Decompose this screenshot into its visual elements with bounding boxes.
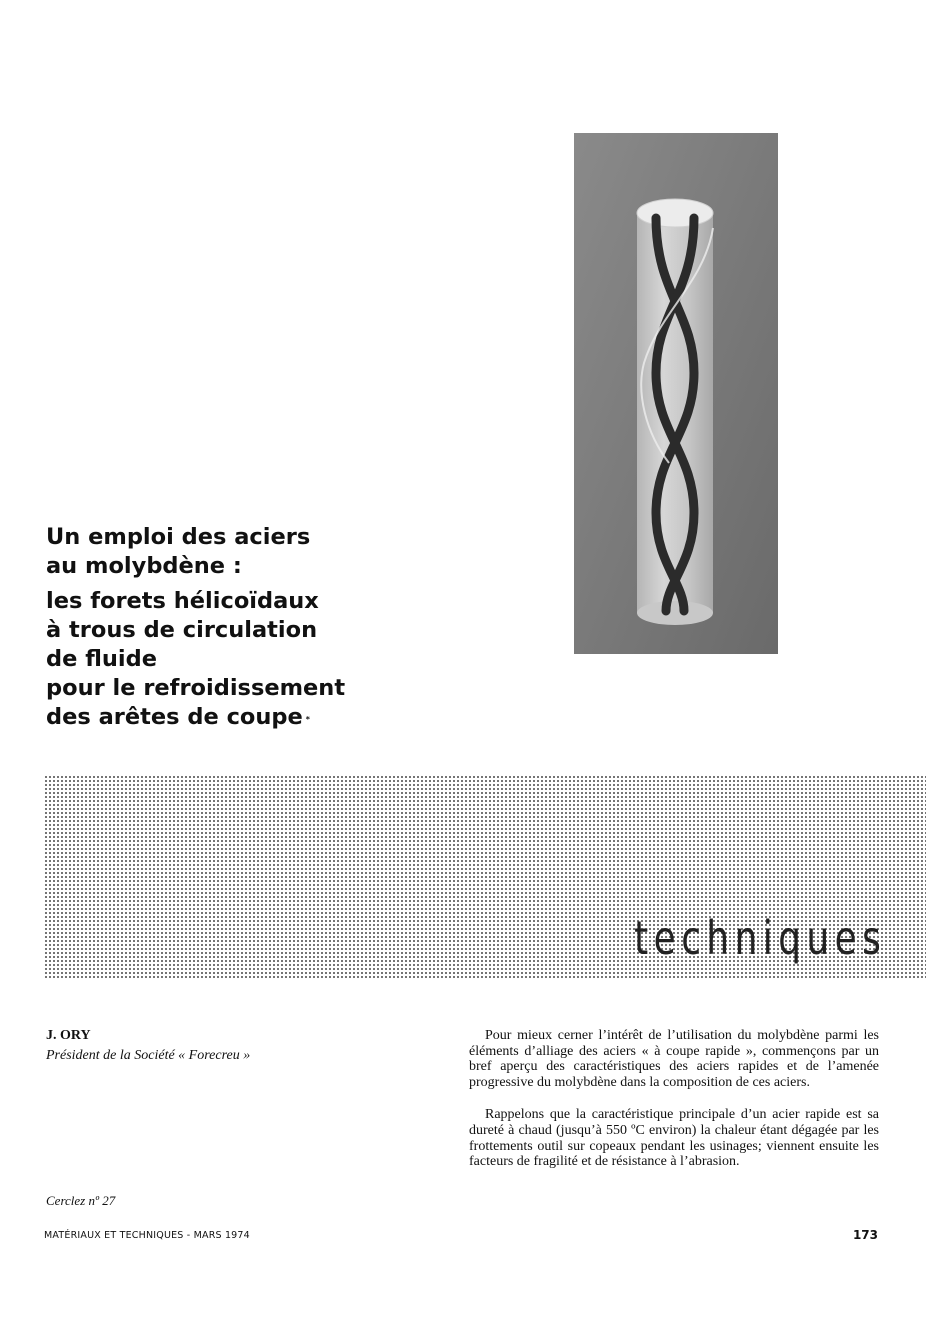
author-role: Président de la Société « Forecreu » — [46, 1048, 251, 1063]
footnote-marker: * — [305, 715, 310, 724]
subtitle-line-3: de fluide — [46, 646, 157, 672]
page-number: 173 — [852, 1228, 878, 1242]
drill-illustration — [574, 133, 778, 654]
title-line-1: Un emploi des aciers — [46, 524, 311, 550]
subtitle-line-4: pour le refroidissement — [46, 675, 346, 701]
section-label: techniques — [633, 911, 886, 965]
journal-footer: MATÉRIAUX ET TECHNIQUES - MARS 1974 — [44, 1230, 250, 1241]
author-block — [46, 1027, 250, 1065]
subtitle-line-5 — [46, 703, 486, 732]
subtitle-line-5-text: des arêtes de coupe — [46, 704, 303, 730]
article-subtitle — [46, 587, 486, 732]
body-paragraph-1: Pour mieux cerner l’intérêt de l’utilisation du molybdène parmi les éléments d’alliage des aciers « à coupe rapide », commençons par un bref aperçu des caractéristiques des aciers rapides et de l’amenée progressive du molybdène dans la composition de ces aciers. — [469, 1028, 879, 1090]
article-headline — [46, 523, 486, 732]
body-paragraph-2: Rappelons que la caractéristique principale d’un acier rapide est sa dureté à chaud (jusqu’à 550 ºC environ) la chaleur étant dégagée par les frottements outil sur copeaux pendant les usinages; viennent ensuite les facteurs de fragilité et de résistance à l’abrasion. — [469, 1107, 879, 1170]
title-line-2: au molybdène : — [46, 553, 242, 579]
subtitle-line-2: à trous de circulation — [46, 617, 318, 643]
article-body — [469, 1028, 879, 1187]
author-name: J. ORY — [46, 1028, 91, 1043]
drill-coolant-channels-image — [574, 133, 778, 654]
subtitle-line-1: les forets hélicoïdaux — [46, 588, 319, 614]
reader-service-number: Cerclez nº 27 — [46, 1193, 116, 1208]
article-title — [46, 523, 486, 581]
